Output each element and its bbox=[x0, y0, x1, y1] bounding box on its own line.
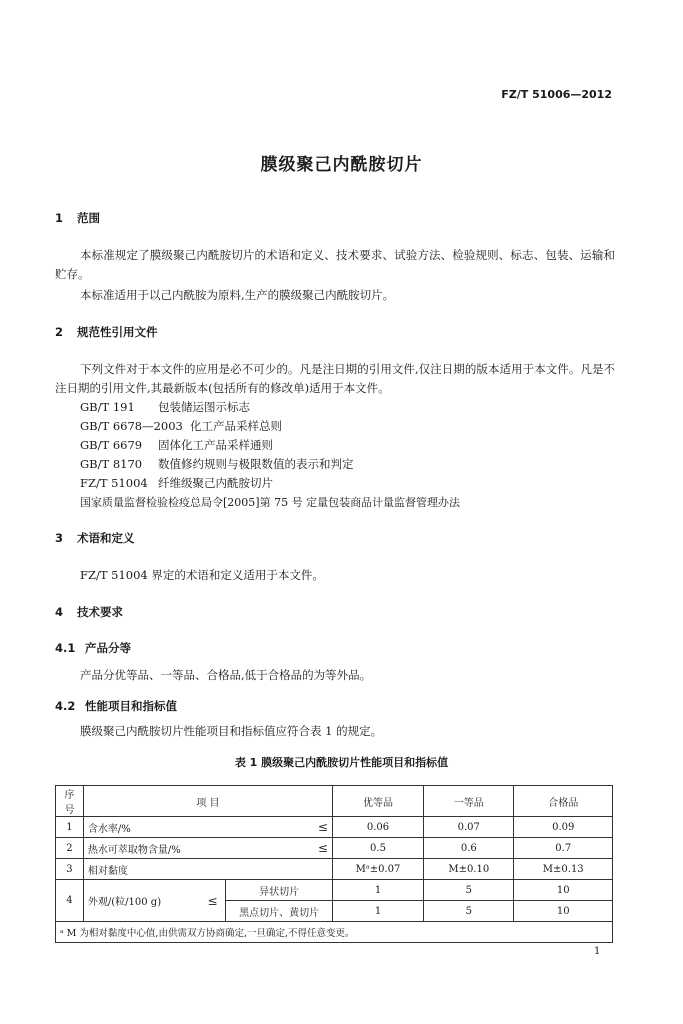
item-label: 热水可萃取物含量/% bbox=[87, 844, 181, 856]
table-row bbox=[56, 880, 613, 901]
reference-name: 化工产品采样总则 bbox=[190, 419, 282, 433]
item-label: 含水率/% bbox=[87, 823, 131, 835]
value-superior: 1 bbox=[332, 901, 423, 922]
reference-item bbox=[80, 398, 250, 417]
value-first: 0.6 bbox=[424, 838, 514, 859]
reference-code: FZ/T 51004 bbox=[80, 476, 148, 490]
value-first: 0.07 bbox=[424, 817, 514, 838]
section-title: 规范性引用文件 bbox=[77, 325, 158, 339]
section-title: 技术要求 bbox=[77, 605, 123, 619]
value-first: 5 bbox=[424, 901, 514, 922]
row-number: 4 bbox=[56, 880, 84, 922]
table-row bbox=[56, 838, 613, 859]
section-title: 术语和定义 bbox=[77, 531, 135, 545]
section-number: 4 bbox=[55, 605, 64, 619]
header-no: 序号 bbox=[56, 786, 84, 817]
value-qualified: 0.7 bbox=[514, 838, 613, 859]
reference-code: GB/T 191 bbox=[80, 400, 135, 414]
section-number: 4.1 bbox=[55, 641, 76, 655]
section-1-heading bbox=[55, 210, 100, 226]
reference-name: 包装储运图示标志 bbox=[158, 400, 250, 414]
row-number: 1 bbox=[56, 817, 84, 838]
value-first: M±0.10 bbox=[424, 859, 514, 880]
reference-item bbox=[80, 474, 273, 493]
section-number: 1 bbox=[55, 211, 64, 225]
operator: ≤ bbox=[317, 819, 328, 834]
table-caption: 表 1 膜级聚己内酰胺切片性能项目和指标值 bbox=[234, 756, 449, 769]
row-item bbox=[83, 859, 332, 880]
reference-code: GB/T 8170 bbox=[80, 457, 143, 471]
header-grade-qualified: 合格品 bbox=[514, 786, 613, 817]
table-row bbox=[56, 859, 613, 880]
page-number: 1 bbox=[594, 946, 601, 957]
value-qualified: 0.09 bbox=[514, 817, 613, 838]
value-superior: 1 bbox=[332, 880, 423, 901]
reference-item bbox=[80, 455, 354, 474]
section-number: 4.2 bbox=[55, 699, 76, 713]
sub-item: 异状切片 bbox=[226, 880, 333, 901]
section-1-paragraph-2: 本标准适用于以己内酰胺为原料,生产的膜级聚己内酰胺切片。 bbox=[80, 288, 395, 302]
reference-name: 固体化工产品采样通则 bbox=[158, 438, 273, 452]
header-item: 项 目 bbox=[83, 786, 332, 817]
performance-table bbox=[55, 785, 613, 943]
value-qualified: 10 bbox=[514, 901, 613, 922]
section-2-paragraph-1: 下列文件对于本文件的应用是必不可少的。凡是注日期的引用文件,仅注日期的版本适用于本文件。凡是不注日期的引用文件,其最新版本(包括所有的修改单)适用于本文件。 bbox=[55, 362, 615, 395]
row-number: 3 bbox=[56, 859, 84, 880]
section-3-heading bbox=[55, 530, 135, 546]
reference-name: 纤维级聚己内酰胺切片 bbox=[158, 476, 273, 490]
value-first: 5 bbox=[424, 880, 514, 901]
value-superior: 0.06 bbox=[332, 817, 423, 838]
table-footnote-row bbox=[56, 922, 613, 943]
table-row bbox=[56, 817, 613, 838]
row-item bbox=[83, 838, 332, 859]
operator: ≤ bbox=[200, 880, 226, 922]
table-footnote: ᵃ M 为相对黏度中心值,由供需双方协商确定,一旦确定,不得任意变更。 bbox=[56, 922, 613, 943]
section-number: 2 bbox=[55, 325, 64, 339]
header-grade-superior: 优等品 bbox=[332, 786, 423, 817]
section-title: 范围 bbox=[77, 211, 100, 225]
value-superior: Mᵃ±0.07 bbox=[332, 859, 423, 880]
section-number: 3 bbox=[55, 531, 64, 545]
document-code: FZ/T 51006—2012 bbox=[501, 88, 612, 101]
row-number: 2 bbox=[56, 838, 84, 859]
section-4-2-paragraph: 膜级聚己内酰胺切片性能项目和指标值应符合表 1 的规定。 bbox=[80, 724, 383, 738]
section-title: 产品分等 bbox=[85, 641, 131, 655]
row-item: 外观/(粒/100 g) bbox=[83, 880, 199, 922]
page-title: 膜级聚己内酰胺切片 bbox=[260, 155, 423, 175]
section-4-1-heading bbox=[55, 640, 131, 656]
value-qualified: 10 bbox=[514, 880, 613, 901]
table-header-row bbox=[56, 786, 613, 817]
operator: ≤ bbox=[317, 840, 328, 855]
header-grade-first: 一等品 bbox=[424, 786, 514, 817]
item-label: 相对黏度 bbox=[87, 865, 128, 877]
reference-code: GB/T 6679 bbox=[80, 438, 143, 452]
value-superior: 0.5 bbox=[332, 838, 423, 859]
reference-item bbox=[80, 417, 282, 436]
section-1-paragraph-1: 本标准规定了膜级聚己内酰胺切片的术语和定义、技术要求、试验方法、检验规则、标志、包装、运输和贮存。 bbox=[55, 248, 615, 281]
section-title: 性能项目和指标值 bbox=[85, 699, 177, 713]
section-4-heading bbox=[55, 604, 123, 620]
section-4-1-paragraph: 产品分优等品、一等品、合格品,低于合格品的为等外品。 bbox=[80, 668, 372, 682]
section-4-2-heading bbox=[55, 698, 177, 714]
sub-item: 黑点切片、黄切片 bbox=[226, 901, 333, 922]
reference-code: GB/T 6678—2003 bbox=[80, 419, 183, 433]
reference-item-extra: 国家质量监督检验检疫总局令[2005]第 75 号 定量包装商品计量监督管理办法 bbox=[80, 496, 461, 509]
section-3-paragraph-1: FZ/T 51004 界定的术语和定义适用于本文件。 bbox=[80, 568, 324, 582]
row-item bbox=[83, 817, 332, 838]
section-2-heading bbox=[55, 324, 158, 340]
reference-name: 数值修约规则与极限数值的表示和判定 bbox=[158, 457, 354, 471]
reference-item bbox=[80, 436, 273, 455]
value-qualified: M±0.13 bbox=[514, 859, 613, 880]
